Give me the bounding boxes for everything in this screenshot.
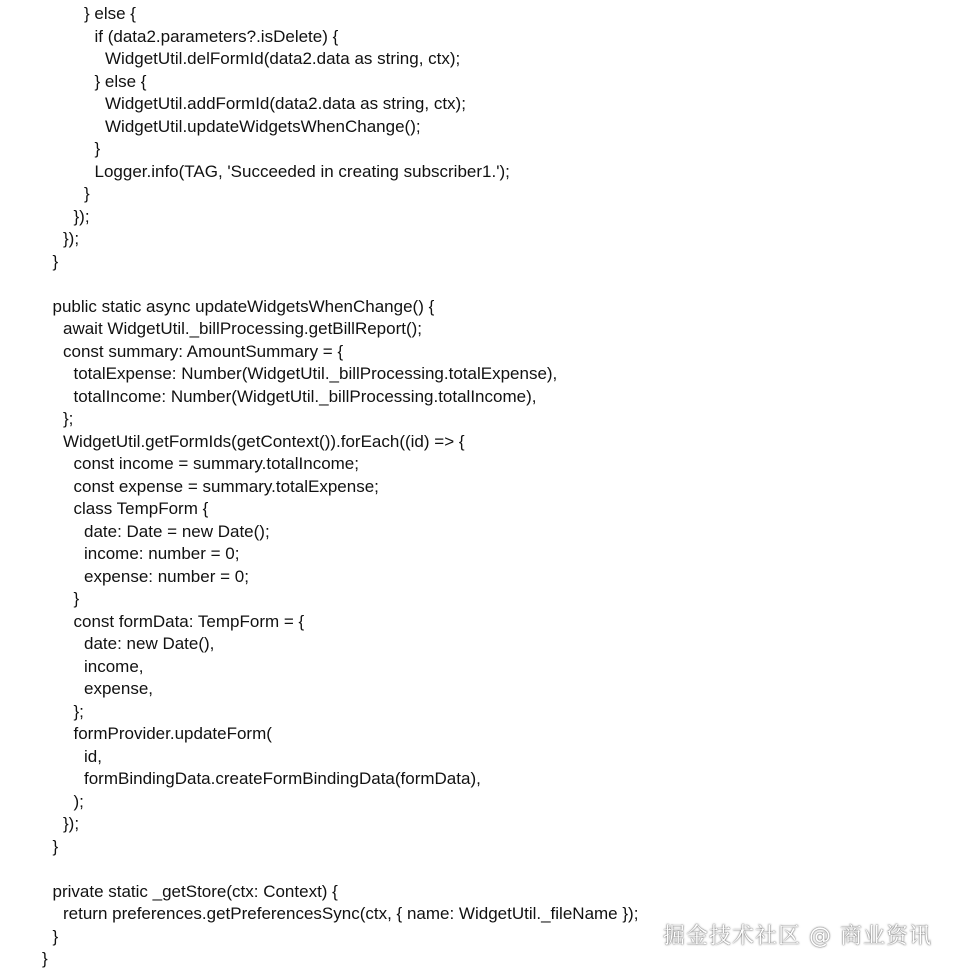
code-line: }); (63, 814, 80, 833)
code-line: formProvider.updateForm( (73, 724, 272, 743)
code-line: const income = summary.totalIncome; (73, 454, 359, 473)
code-line: expense: number = 0; (84, 566, 249, 586)
code-line: totalExpense: Number(WidgetUtil._billProcessing.totalExpense), (73, 364, 558, 383)
code-line: WidgetUtil.addFormId(data2.data as string, ctx); (105, 94, 466, 113)
code-line: } (42, 949, 48, 968)
code-line: WidgetUtil.delFormId(data2.data as string, ctx); (105, 49, 461, 68)
code-line: } (73, 589, 80, 608)
code-line: await WidgetUtil._billProcessing.getBillReport(); (63, 319, 423, 338)
code-line: const summary: AmountSummary = { (63, 341, 344, 361)
code-line: private static _getStore(ctx: Context) { (52, 881, 338, 901)
code-line: } (84, 184, 90, 203)
code-line: WidgetUtil.updateWidgetsWhenChange(); (105, 116, 421, 136)
code-line: id, (84, 746, 102, 766)
code-line: totalIncome: Number(WidgetUtil._billProcessing.totalIncome), (73, 386, 537, 406)
code-line: } else { (94, 71, 147, 91)
code-line: }; (63, 409, 74, 428)
code-line: } (94, 139, 101, 158)
code-line: income: number = 0; (84, 544, 240, 563)
code-line: public static async updateWidgetsWhenChange() { (52, 296, 435, 316)
code-line: ); (73, 791, 84, 811)
code-line: return preferences.getPreferencesSync(ctx, { name: WidgetUtil._fileName }); (63, 904, 639, 923)
code-line: WidgetUtil.getFormIds(getContext()).forEach((id) => { (63, 431, 465, 451)
code-line: const expense = summary.totalExpense; (73, 476, 379, 496)
watermark: 掘金技术社区 @ 商业资讯 (663, 924, 932, 949)
code-line: date: new Date(), (84, 634, 215, 653)
code-line: class TempForm { (73, 499, 209, 518)
code-line: } (52, 251, 59, 271)
code-line: Logger.info(TAG, 'Succeeded in creating subscriber1.'); (94, 161, 510, 181)
code-line: income, (84, 656, 144, 676)
code-line: } (52, 836, 59, 856)
code-line: } else { (84, 4, 136, 23)
code-line: }; (73, 701, 84, 721)
code-line: date: Date = new Date(); (84, 521, 270, 541)
code-line: formBindingData.createFormBindingData(formData), (84, 769, 481, 788)
code-line: }); (63, 229, 80, 248)
code-line: expense, (84, 679, 153, 698)
code-line: }); (73, 206, 90, 226)
code-line: const formData: TempForm = { (73, 611, 305, 631)
code-line: } (52, 926, 59, 946)
code-line: if (data2.parameters?.isDelete) { (94, 26, 339, 46)
